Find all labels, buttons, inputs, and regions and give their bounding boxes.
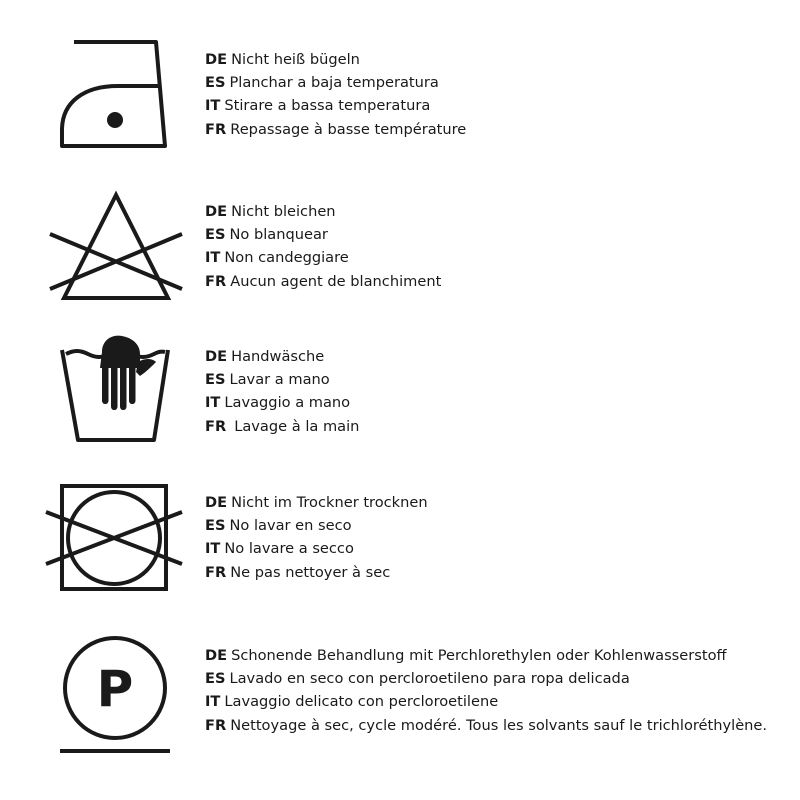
lang-code: DE xyxy=(205,51,228,68)
lang-code: IT xyxy=(205,97,221,115)
care-instruction: Lavage à la main xyxy=(234,417,360,435)
no-bleach-icon xyxy=(40,185,190,310)
lang-code: ES xyxy=(205,517,226,535)
care-text-dryclean xyxy=(205,644,767,737)
care-line xyxy=(205,667,767,690)
care-instruction: Non candeggiare xyxy=(224,249,349,267)
care-line xyxy=(205,118,466,141)
care-line xyxy=(205,537,428,560)
care-line xyxy=(205,94,466,117)
care-instruction: Nicht heiß bügeln xyxy=(231,51,360,68)
care-instruction: Lavado en seco con percloroetileno para ropa delicada xyxy=(229,670,630,688)
hand-wash-icon xyxy=(40,328,190,453)
lang-code: ES xyxy=(205,371,226,389)
care-text-iron xyxy=(205,48,466,141)
care-instruction: Planchar a baja temperatura xyxy=(229,74,439,92)
lang-code: DE xyxy=(205,494,228,511)
lang-code: DE xyxy=(205,647,228,664)
care-text-dry xyxy=(205,491,428,584)
care-instruction: Aucun agent de blanchiment xyxy=(230,272,442,290)
lang-code: ES xyxy=(205,670,226,688)
lang-code: ES xyxy=(205,226,226,244)
care-line xyxy=(205,223,441,246)
care-instruction: Schonende Behandlung mit Perchlorethylen oder Kohlenwasserstoff xyxy=(231,647,727,664)
care-text-handwash xyxy=(205,345,359,438)
care-line xyxy=(205,368,359,391)
care-instruction: Repassage à basse température xyxy=(230,120,467,138)
care-line xyxy=(205,71,466,94)
no-tumble-dry-icon xyxy=(40,476,190,601)
lang-code: IT xyxy=(205,394,221,412)
care-line xyxy=(205,345,359,368)
care-line xyxy=(205,644,767,667)
care-instruction: Nicht im Trockner trocknen xyxy=(231,494,428,511)
care-instruction: Stirare a bassa temperatura xyxy=(224,97,431,115)
care-instruction: Lavaggio a mano xyxy=(224,394,351,412)
lang-code: FR xyxy=(205,716,227,734)
care-instruction: Lavar a mano xyxy=(229,371,330,389)
care-line xyxy=(205,48,466,71)
dry-clean-letter: P xyxy=(96,660,134,718)
lang-code: IT xyxy=(205,693,221,711)
care-line xyxy=(205,415,359,438)
iron-low-temperature-icon xyxy=(40,30,190,155)
care-line xyxy=(205,391,359,414)
care-line xyxy=(205,690,767,713)
care-instruction: Handwäsche xyxy=(231,348,325,365)
professional-dry-clean-p-gentle-icon xyxy=(40,630,190,755)
care-line xyxy=(205,270,441,293)
care-line xyxy=(205,491,428,514)
care-instruction: Ne pas nettoyer à sec xyxy=(230,563,391,581)
lang-code: DE xyxy=(205,348,228,365)
lang-code: FR xyxy=(205,120,227,138)
lang-code: IT xyxy=(205,249,221,267)
lang-code: FR xyxy=(205,563,227,581)
care-line xyxy=(205,200,441,223)
lang-code: DE xyxy=(205,203,228,220)
care-line xyxy=(205,714,767,737)
care-instruction: Nettoyage à sec, cycle modéré. Tous les solvants sauf le trichloréthylène. xyxy=(230,716,768,734)
care-line xyxy=(205,561,428,584)
care-instruction: No lavare a secco xyxy=(224,540,354,558)
care-line xyxy=(205,514,428,537)
care-instruction: Nicht bleichen xyxy=(231,203,336,220)
lang-code: ES xyxy=(205,74,226,92)
lang-code: IT xyxy=(205,540,221,558)
care-instruction: No lavar en seco xyxy=(229,517,352,535)
care-instruction: Lavaggio delicato con percloroetilene xyxy=(224,693,499,711)
lang-code: FR xyxy=(205,417,227,435)
care-line xyxy=(205,246,441,269)
lang-code: FR xyxy=(205,272,227,290)
care-text-bleach xyxy=(205,200,441,293)
care-instruction: No blanquear xyxy=(229,226,328,244)
